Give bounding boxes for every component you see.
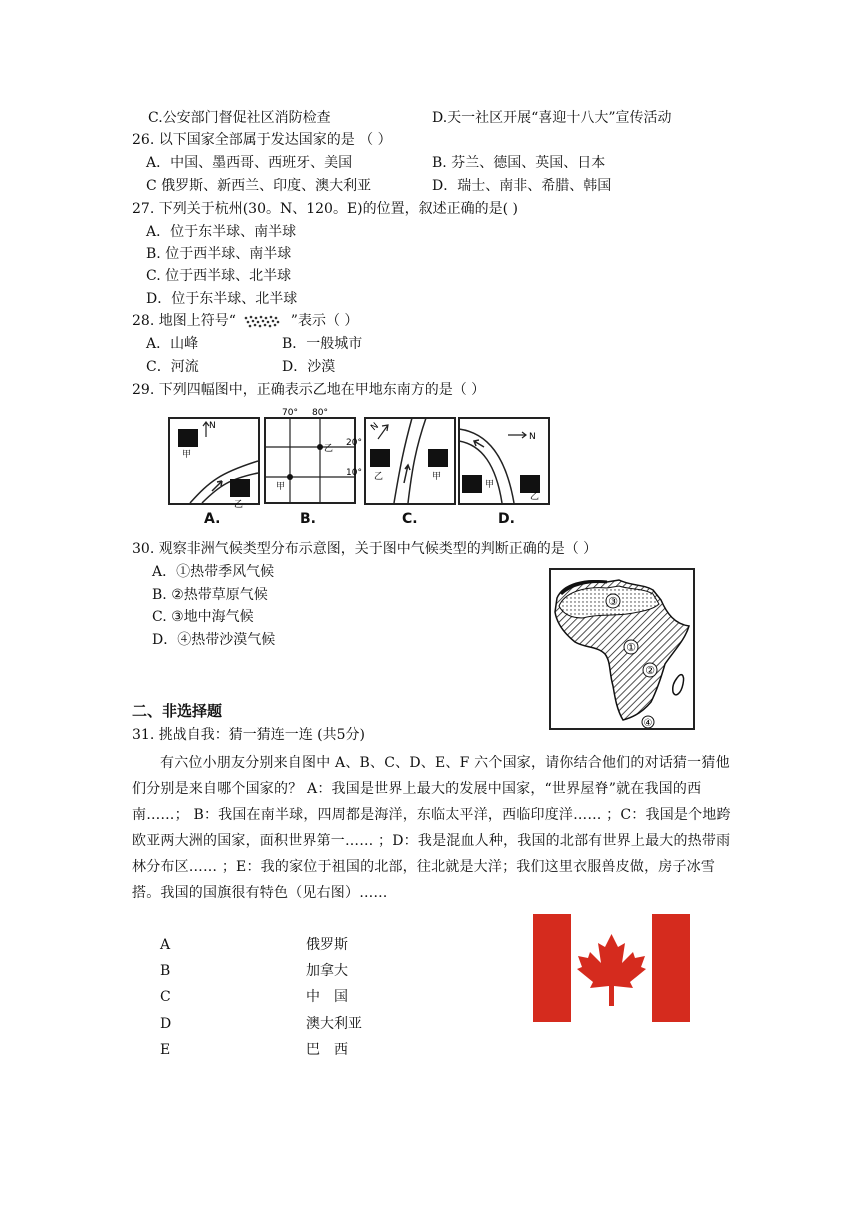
match-country-russia: 俄罗斯 [306, 937, 348, 953]
q27-option-d: D．位于东半球、北半球 [146, 291, 298, 307]
q31-paragraph: 有六位小朋友分别来自图中 A、B、C、D、E、F 六个国家，请你结合他们的对话猜一猜他们分别是来自哪个国家的？ A：我国是世界上最大的发展中国家，“世界屋脊”就在我国的西南……； B：我国在南半球，四周都是海洋，东临太平洋，西临印度洋…… ；C：我国是个地跨欧亚两大洲的国家，面积世界第一…… ；D：我是混血人种，我国的北部有世界上最大的热带雨林分布区…… ；E：我的家位于祖国的北部，往北就是大洋；我们这里衣服兽皮做，房子冰雪搭。我国的国旗很有特色（见右图）…… [132, 755, 731, 901]
match-country-brazil: 巴 西 [306, 1042, 348, 1058]
map-b-10-label: 10° [346, 468, 362, 478]
match-letter-e: E [160, 1042, 171, 1058]
q26-stem: 26. 以下国家全部属于发达国家的是 （ ） [132, 132, 392, 148]
map-a-north-label: N [209, 421, 216, 431]
q25-option-c: C.公安部门督促社区消防检查 [148, 110, 331, 126]
q28-option-a: A．山峰 [146, 336, 199, 352]
q28-option-b: B．一般城市 [282, 336, 363, 352]
q27-option-c: C. 位于西半球、北半球 [146, 268, 292, 284]
map-c-jia-label: 甲 [432, 472, 442, 482]
q29-stem: 29. 下列四幅图中，正确表示乙地在甲地东南方的是（ ） [132, 382, 486, 398]
q30-option-c: C. ③地中海气候 [152, 609, 254, 625]
q26-option-a: A．中国、墨西哥、西班牙、美国 [146, 155, 353, 171]
africa-climate-map [549, 568, 695, 730]
map-d-north-label: N [529, 432, 536, 442]
q30-option-a: A．①热带季风气候 [152, 564, 275, 580]
map-b-80-label: 80° [312, 408, 328, 418]
q27-option-b: B. 位于西半球、南半球 [146, 246, 292, 262]
q25-option-d: D.天一社区开展“喜迎十八大”宣传活动 [432, 110, 672, 126]
match-letter-a: A [160, 937, 171, 953]
match-letter-c: C [160, 989, 171, 1005]
canada-flag [533, 914, 690, 1022]
q29-map-b [262, 405, 362, 505]
q29-caption-c: C. [402, 511, 418, 527]
map-a-jia-label: 甲 [182, 450, 192, 460]
q28-stem-pre: 28. 地图上符号“ [132, 313, 236, 329]
q31-stem: 31. 挑战自我：猜一猜连一连 (共5分) [132, 727, 365, 743]
map-b-70-label: 70° [282, 408, 298, 418]
section-title: 二、非选择题 [132, 702, 223, 720]
q29-map-c [364, 417, 456, 505]
q27-option-a: A．位于东半球、南半球 [146, 224, 297, 240]
q30-option-b: B. ②热带草原气候 [152, 587, 268, 603]
match-country-australia: 澳大利亚 [306, 1016, 362, 1032]
q29-map-d [458, 417, 550, 505]
q27-stem: 27. 下列关于杭州(30。N、120。E)的位置，叙述正确的是( ) [132, 201, 519, 217]
africa-label-3: ③ [608, 595, 618, 608]
map-b-20-label: 20° [346, 438, 362, 448]
map-d-yi-label: 乙 [530, 492, 540, 502]
africa-label-2: ② [645, 664, 655, 677]
africa-label-4: ④ [643, 718, 653, 729]
q28-option-c: C．河流 [146, 359, 199, 375]
q28-stem [132, 311, 358, 331]
q28-stem-post: ”表示（ ） [290, 313, 359, 329]
q29-caption-a: A. [204, 511, 221, 527]
map-c-north-label: N [369, 421, 381, 434]
map-c-yi-label: 乙 [374, 472, 384, 482]
q29-caption-b: B. [300, 511, 316, 527]
desert-symbol-icon [240, 313, 286, 329]
match-letter-b: B [160, 963, 171, 979]
q29-map-a [168, 417, 260, 510]
q26-option-d: D．瑞士、南非、希腊、韩国 [432, 178, 612, 194]
q29-caption-d: D. [498, 511, 515, 527]
map-b-jia-label: 甲 [276, 482, 286, 492]
match-country-china: 中 国 [306, 989, 348, 1005]
map-d-jia-label: 甲 [485, 480, 495, 490]
africa-label-1: ① [626, 641, 636, 654]
q26-option-b: B. 芬兰、德国、英国、日本 [432, 155, 606, 171]
match-letter-d: D [160, 1016, 172, 1032]
map-a-yi-label: 乙 [234, 500, 244, 510]
q30-stem: 30. 观察非洲气候类型分布示意图，关于图中气候类型的判断正确的是（ ） [132, 541, 598, 557]
q30-option-d: D．④热带沙漠气候 [152, 632, 276, 648]
q28-option-d: D．沙漠 [282, 359, 336, 375]
match-country-canada: 加拿大 [306, 963, 348, 979]
q26-option-c: C 俄罗斯、新西兰、印度、澳大利亚 [146, 178, 372, 194]
map-b-yi-label: 乙 [324, 444, 334, 454]
